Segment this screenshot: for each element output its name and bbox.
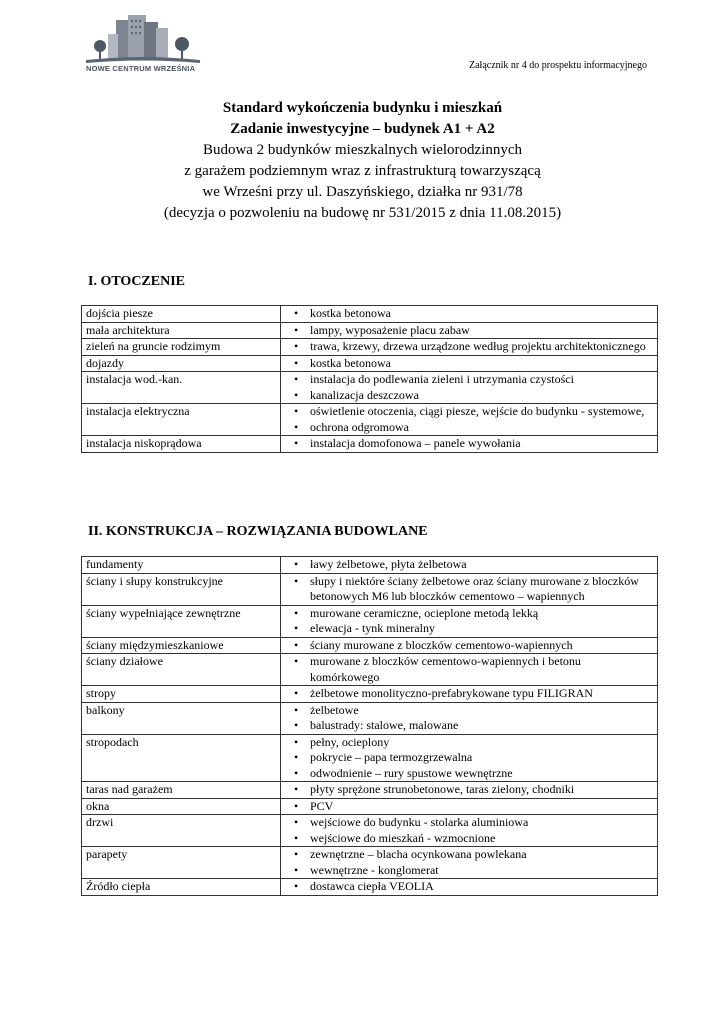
row-value: [281, 798, 658, 815]
row-label: ściany działowe: [82, 654, 281, 686]
row-value: [281, 702, 658, 734]
bullet-list: [285, 339, 653, 355]
row-value: [281, 322, 658, 339]
list-item: • słupy i niektóre ściany żelbetowe oraz ściany murowane z bloczków betonowych M6 lub bloczków cementowo – wapiennych: [285, 574, 653, 605]
row-label: drzwi: [82, 815, 281, 847]
list-item: • kanalizacja deszczowa: [285, 388, 653, 404]
row-value: [281, 637, 658, 654]
list-item: • kostka betonowa: [285, 356, 653, 372]
bullet-list: [285, 654, 653, 685]
list-item: • murowane ceramiczne, ocieplone metodą lekką: [285, 606, 653, 622]
list-item: • zewnętrzne – blacha ocynkowana powlekana: [285, 847, 653, 863]
list-item: • murowane z bloczków cementowo-wapiennych i betonu komórkowego: [285, 654, 653, 685]
bullet-list: [285, 879, 653, 895]
bullet-list: [285, 436, 653, 452]
list-item: • oświetlenie otoczenia, ciągi piesze, wejście do budynku - systemowe,: [285, 404, 653, 420]
list-item: • wejściowe do mieszkań - wzmocnione: [285, 831, 653, 847]
bullet-list: [285, 799, 653, 815]
list-item: • żelbetowe monolityczno-prefabrykowane typu FILIGRAN: [285, 686, 653, 702]
table-row: [82, 686, 658, 703]
list-item: • kostka betonowa: [285, 306, 653, 322]
row-label: instalacja elektryczna: [82, 404, 281, 436]
bullet-list: [285, 638, 653, 654]
list-item: • płyty sprężone strunobetonowe, taras zielony, chodniki: [285, 782, 653, 798]
list-item: • pokrycie – papa termozgrzewalna: [285, 750, 653, 766]
annex-note: Załącznik nr 4 do prospektu informacyjnego: [469, 60, 647, 71]
row-value: [281, 339, 658, 356]
row-label: stropy: [82, 686, 281, 703]
bullet-list: [285, 356, 653, 372]
bullet-list: [285, 606, 653, 637]
bullet-list: [285, 686, 653, 702]
row-label: mała architektura: [82, 322, 281, 339]
row-value: [281, 782, 658, 799]
list-item: • instalacja domofonowa – panele wywołania: [285, 436, 653, 452]
row-label: stropodach: [82, 734, 281, 782]
row-value: [281, 879, 658, 896]
title-line-1: Standard wykończenia budynku i mieszkań: [222, 100, 503, 116]
title-line-4: z garażem podziemnym wraz z infrastrukturą towarzyszącą: [184, 163, 541, 179]
bullet-list: [285, 306, 653, 322]
row-value: [281, 355, 658, 372]
table-row: [82, 557, 658, 574]
list-item: • trawa, krzewy, drzewa urządzone według projektu architektonicznego: [285, 339, 653, 355]
table-otoczenie: [81, 305, 658, 453]
row-label: dojścia piesze: [82, 306, 281, 323]
bullet-list: [285, 404, 653, 435]
row-label: dojazdy: [82, 355, 281, 372]
row-value: [281, 686, 658, 703]
list-item: • ściany murowane z bloczków cementowo-wapiennych: [285, 638, 653, 654]
table-row: [82, 404, 658, 436]
table-row: [82, 605, 658, 637]
row-label: zieleń na gruncie rodzimym: [82, 339, 281, 356]
bullet-list: [285, 574, 653, 605]
bullet-list: [285, 557, 653, 573]
row-value: [281, 306, 658, 323]
table-row: [82, 847, 658, 879]
table-row: [82, 734, 658, 782]
table-konstrukcja: [81, 556, 658, 896]
list-item: • żelbetowe: [285, 703, 653, 719]
table-row: [82, 654, 658, 686]
title-line-5: we Wrześni przy ul. Daszyńskiego, działka nr 931/78: [202, 184, 523, 200]
row-label: okna: [82, 798, 281, 815]
bullet-list: [285, 847, 653, 878]
list-item: • odwodnienie – rury spustowe wewnętrzne: [285, 766, 653, 782]
table-row: [82, 798, 658, 815]
table-row: [82, 339, 658, 356]
table-row: [82, 306, 658, 323]
table-row: [82, 637, 658, 654]
table-row: [82, 573, 658, 605]
table-row: [82, 372, 658, 404]
list-item: • balustrady: stalowe, malowane: [285, 718, 653, 734]
list-item: • wewnętrzne - konglomerat: [285, 863, 653, 879]
row-value: [281, 557, 658, 574]
bullet-list: [285, 703, 653, 734]
bullet-list: [285, 372, 653, 403]
table-row: [82, 436, 658, 453]
bullet-list: [285, 735, 653, 782]
bullet-list: [285, 323, 653, 339]
row-label: fundamenty: [82, 557, 281, 574]
logo-text: NOWE CENTRUM WRZEŚNIA: [86, 64, 196, 73]
row-value: [281, 404, 658, 436]
document-title-block: [0, 98, 725, 224]
row-value: [281, 605, 658, 637]
row-label: parapety: [82, 847, 281, 879]
row-value: [281, 573, 658, 605]
bullet-list: [285, 815, 653, 846]
bullet-list: [285, 782, 653, 798]
list-item: • elewacja - tynk mineralny: [285, 621, 653, 637]
row-label: ściany wypełniające zewnętrzne: [82, 605, 281, 637]
table-row: [82, 702, 658, 734]
list-item: • pełny, ocieplony: [285, 735, 653, 751]
row-label: Źródło ciepła: [82, 879, 281, 896]
list-item: • PCV: [285, 799, 653, 815]
row-label: balkony: [82, 702, 281, 734]
table-row: [82, 355, 658, 372]
row-value: [281, 436, 658, 453]
table-row: [82, 322, 658, 339]
title-line-2: Zadanie inwestycyjne – budynek A1 + A2: [230, 121, 495, 137]
title-line-6: (decyzja o pozwoleniu na budowę nr 531/2015 z dnia 11.08.2015): [163, 205, 562, 221]
list-item: • ławy żelbetowe, płyta żelbetowa: [285, 557, 653, 573]
row-value: [281, 847, 658, 879]
row-label: ściany i słupy konstrukcyjne: [82, 573, 281, 605]
row-value: [281, 372, 658, 404]
table-row: [82, 879, 658, 896]
title-line-3: Budowa 2 budynków mieszkalnych wielorodzinnych: [202, 142, 523, 158]
list-item: • dostawca ciepła VEOLIA: [285, 879, 653, 895]
table-row: [82, 782, 658, 799]
list-item: • instalacja do podlewania zieleni i utrzymania czystości: [285, 372, 653, 388]
table-row: [82, 815, 658, 847]
list-item: • ochrona odgromowa: [285, 420, 653, 436]
list-item: • lampy, wyposażenie placu zabaw: [285, 323, 653, 339]
section-heading-konstrukcja: II. KONSTRUKCJA – ROZWIĄZANIA BUDOWLANE: [88, 524, 428, 539]
row-label: instalacja niskoprądowa: [82, 436, 281, 453]
row-label: ściany międzymieszkaniowe: [82, 637, 281, 654]
section-heading-otoczenie: I. OTOCZENIE: [88, 274, 185, 289]
row-label: taras nad garażem: [82, 782, 281, 799]
row-value: [281, 734, 658, 782]
list-item: • wejściowe do budynku - stolarka aluminiowa: [285, 815, 653, 831]
row-value: [281, 815, 658, 847]
row-value: [281, 654, 658, 686]
row-label: instalacja wod.-kan.: [82, 372, 281, 404]
